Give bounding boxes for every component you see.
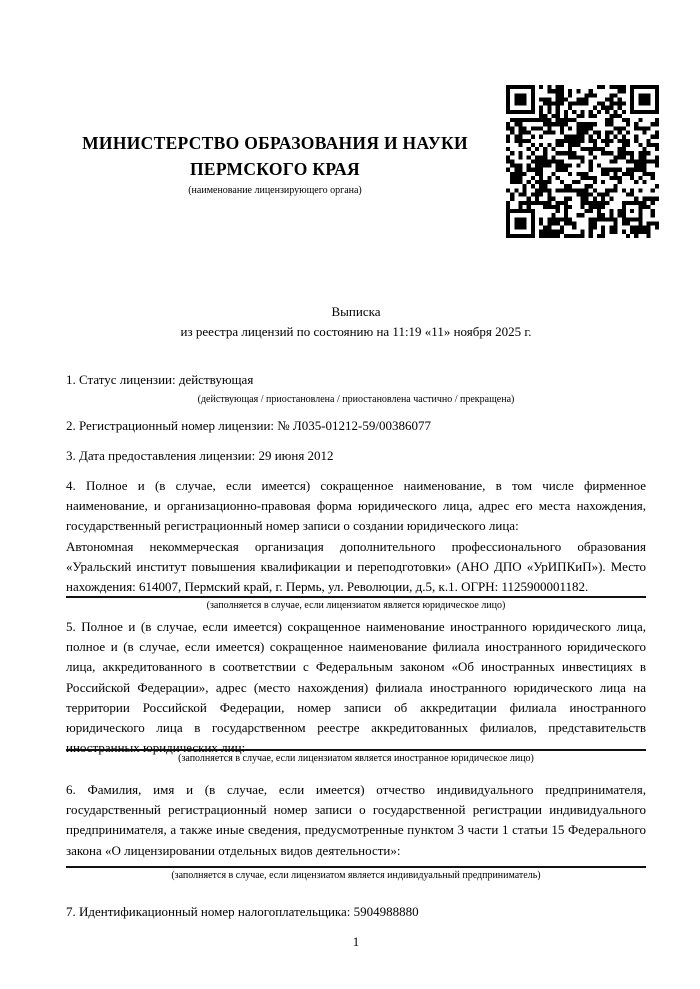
item-4-legal-entity [66,476,646,597]
item-4-caption: (заполняется в случае, если лицензиатом является юридическое лицо) [206,600,506,611]
document-title [66,302,646,342]
item-6-caption: (заполняется в случае, если лицензиатом является индивидуальный предприниматель) [171,870,541,881]
ministry-name-line1: МИНИСТЕРСТВО ОБРАЗОВАНИЯ И НАУКИ [82,133,468,153]
item-4-statement: 4. Полное и (в случае, если имеется) сокращенное наименование, в том числе фирменное наименование, и организационно-правовая форма юридического лица, адрес его места нахождения, государственный регистрационный номер записи о создании юридического лица: [66,478,646,534]
ministry-header [40,130,510,197]
item-5-foreign-entity: 5. Полное и (в случае, если имеется) сокращенное наименование иностранного юридического лица, полное и (в случае, если имеется) сокращенное наименование филиала иностранного юридического лица, аккредитованного в соответствии с Федеральным законом «Об иностранных инвестициях в Российской Федерации», адрес (место нахождения) филиала иностранного юридического лица на территории Российской Федерации, номер записи об аккредитации филиала иностранного юридического лица в государственном реестре аккредитованных филиалов, представительств иностранных юридических лиц: [66,619,646,756]
title-line2: из реестра лицензий по состоянию на 11:19 «11» ноября 2025 г. [180,324,532,340]
page-number: 1 [352,934,360,949]
ministry-caption: (наименование лицензирующего органа) [188,185,362,196]
separator-line-2 [66,749,646,751]
item-3-license-date: 3. Дата предоставления лицензии: 29 июня 2012 [66,448,334,463]
item-7-taxpayer-number: 7. Идентификационный номер налогоплательщика: 5904988880 [66,904,419,919]
separator-line-3 [66,866,646,868]
item-4-value: Автономная некоммерческая организация дополнительного профессионального образования «Уральский институт повышения квалификации и переподготовки» (АНО ДПО «УрИПКиП»). Место нахождения: 614007, Пермский край, г. Пермь, ул. Революции, д.5, к.1. ОГРН: 1125900001182. [66,538,646,595]
item-2-registration-number: 2. Регистрационный номер лицензии: № Л035-01212-59/00386077 [66,418,432,433]
ministry-name-line2: ПЕРМСКОГО КРАЯ [190,159,360,179]
qr-code-image [506,85,659,238]
item-6-individual-entrepreneur: 6. Фамилия, имя и (в случае, если имеется) отчество индивидуального предпринимателя, государственный регистрационный номер записи о государственной регистрации индивидуального предпринимателя, а также иные сведения, предусмотренные пунктом 3 части 1 статьи 15 Федерального закона «О лицензировании отдельных видов деятельности»: [66,782,646,858]
title-line1: Выписка [331,304,381,319]
item-5-caption: (заполняется в случае, если лицензиатом является иностранное юридическое лицо) [178,753,534,764]
separator-line-1 [66,596,646,598]
item-1-status: 1. Статус лицензии: действующая [66,372,254,387]
qr-code-icon [506,85,659,238]
item-1-caption: (действующая / приостановлена / приостановлена частично / прекращена) [197,394,515,405]
